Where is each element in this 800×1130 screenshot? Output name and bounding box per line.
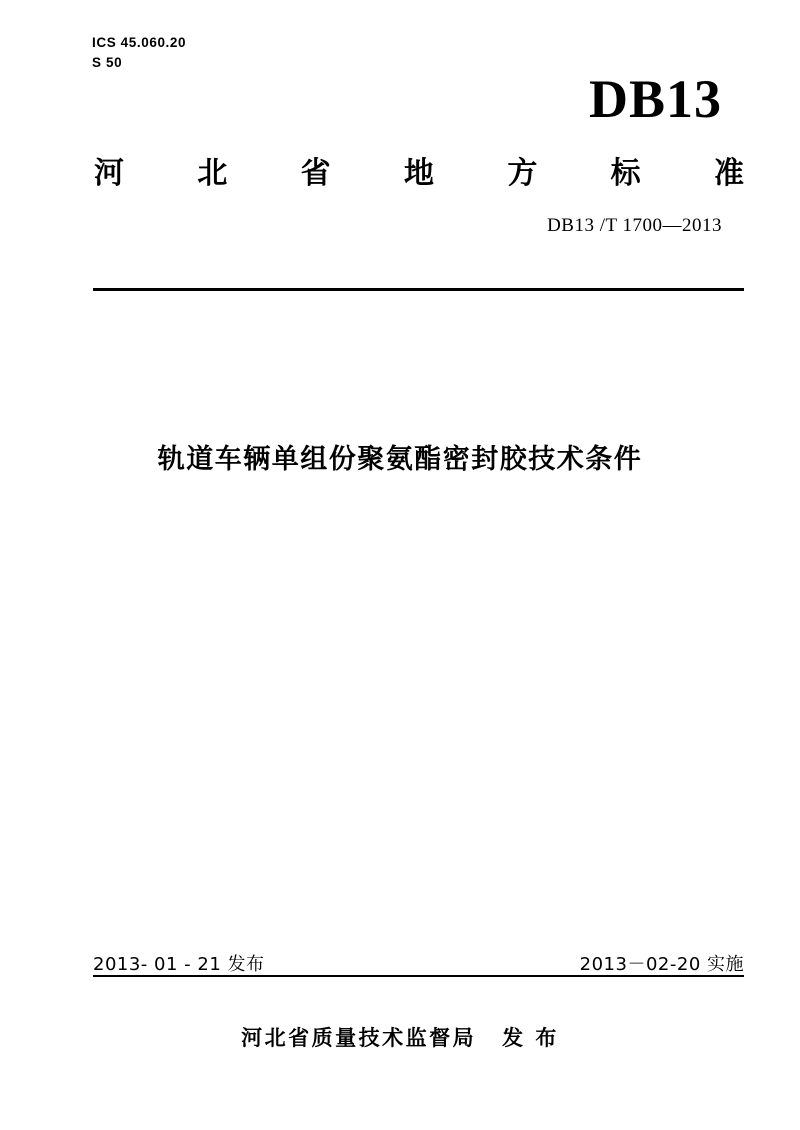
issue-date: 2013- 01 - 21 发布	[93, 954, 265, 975]
province-char-7: 准	[713, 156, 744, 191]
publisher-action: 发 布	[502, 1026, 559, 1050]
province-char-1: 河	[94, 156, 124, 191]
province-char-4: 地	[403, 156, 434, 191]
implementation-date: 2013－02-20 实施	[579, 954, 744, 975]
ics-block	[92, 33, 186, 72]
publisher-organization: 河北省质量技术监督局	[241, 1026, 477, 1050]
province-char-5: 方	[507, 156, 538, 191]
date-row	[93, 950, 744, 976]
db13-logo: DB13	[588, 69, 722, 129]
ics-code: ICS 45.060.20	[92, 35, 187, 50]
header-divider	[93, 288, 744, 291]
province-char-6: 标	[610, 156, 641, 191]
standard-number: DB13 /T 1700—2013	[547, 215, 722, 236]
document-title: 轨道车辆单组份聚氨酯密封胶技术条件	[157, 444, 643, 475]
province-char-2: 北	[197, 156, 228, 191]
classification-code: S 50	[92, 54, 123, 70]
publisher-line	[0, 1022, 800, 1052]
province-standard-heading	[94, 148, 744, 192]
province-char-3: 省	[300, 156, 331, 191]
